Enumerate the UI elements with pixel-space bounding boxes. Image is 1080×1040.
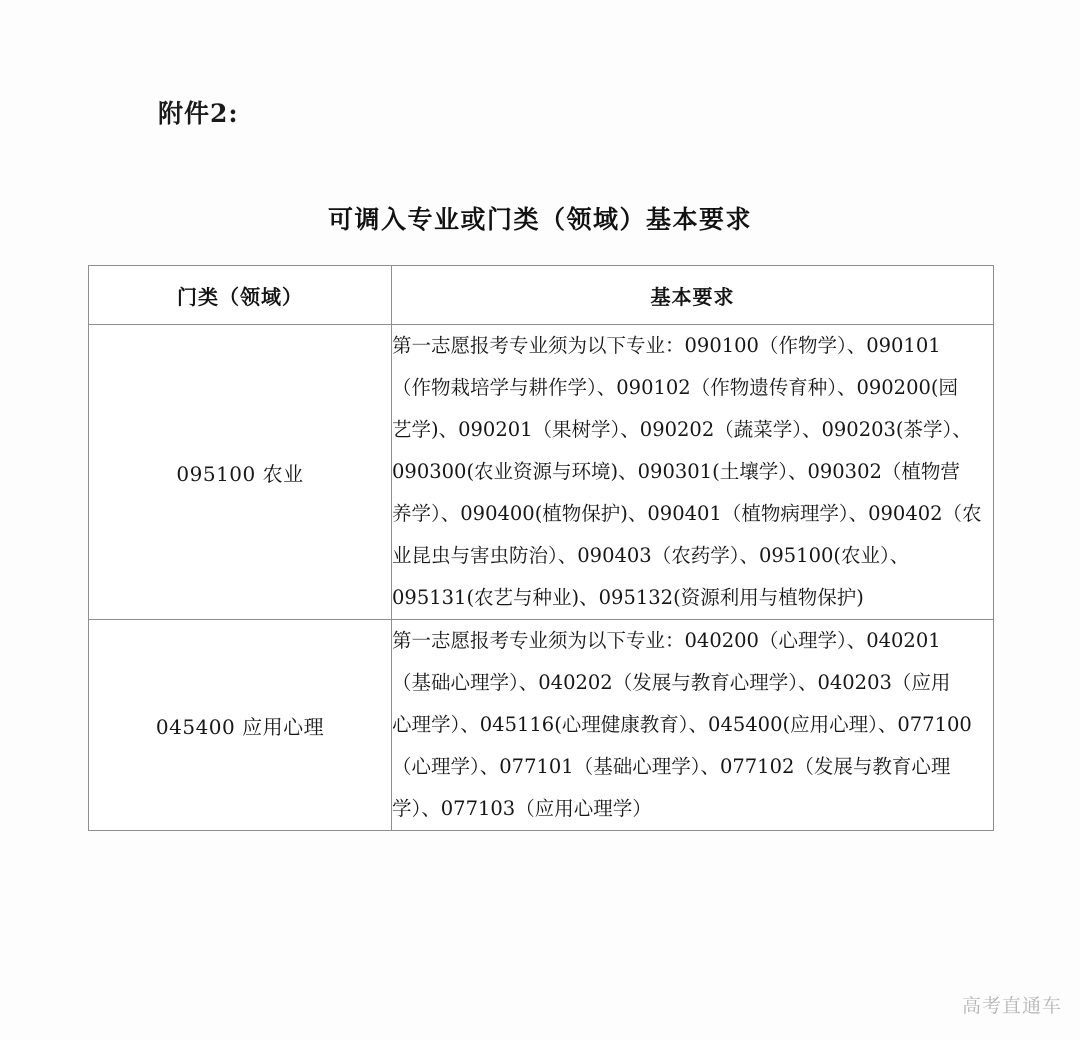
requirement-line: 业昆虫与害虫防治）、090403（农药学）、095100(农业）、 (392, 544, 910, 567)
requirements-table (88, 265, 994, 831)
watermark: 高考直通车 (961, 995, 1062, 1017)
requirement-line: 艺学)、090201（果树学）、090202（蔬菜学）、090203(茶学）、 (392, 418, 972, 441)
category-cell: 045400 应用心理 (89, 620, 392, 831)
requirement-line: 第一志愿报考专业须为以下专业：040200（心理学）、040201 (392, 629, 941, 652)
requirement-line: （作物栽培学与耕作学）、090102（作物遗传育种）、090200(园 (392, 376, 958, 399)
requirement-line: 学）、077103（应用心理学） (392, 797, 652, 820)
table-row (89, 325, 994, 620)
requirement-line: 090300(农业资源与环境)、090301(土壤学）、090302（植物营 (392, 460, 960, 483)
category-cell: 095100 农业 (89, 325, 392, 620)
requirement-line: （基础心理学）、040202（发展与教育心理学）、040203（应用 (392, 671, 951, 694)
requirement-line: 095131(农艺与种业)、095132(资源利用与植物保护) (392, 586, 864, 609)
table-header-row (89, 266, 994, 325)
requirement-line: （心理学）、077101（基础心理学）、077102（发展与教育心理 (392, 755, 951, 778)
page-title: 可调入专业或门类（领域）基本要求 (327, 205, 752, 234)
table-row (89, 620, 994, 831)
requirement-line: 养学）、090400(植物保护)、090401（植物病理学）、090402（农 (392, 502, 982, 525)
table-body (89, 325, 994, 831)
attachment-label: 附件2: (158, 99, 239, 128)
requirement-line: 心理学）、045116(心理健康教育）、045400(应用心理）、077100 (392, 713, 972, 736)
requirement-cell (392, 620, 994, 831)
requirement-line: 第一志愿报考专业须为以下专业：090100（作物学）、090101 (392, 334, 941, 357)
requirement-paragraph (392, 325, 993, 619)
column-header-category: 门类（领域） (89, 266, 392, 325)
requirement-cell (392, 325, 994, 620)
requirement-paragraph (392, 620, 993, 830)
column-header-requirement: 基本要求 (392, 266, 994, 325)
